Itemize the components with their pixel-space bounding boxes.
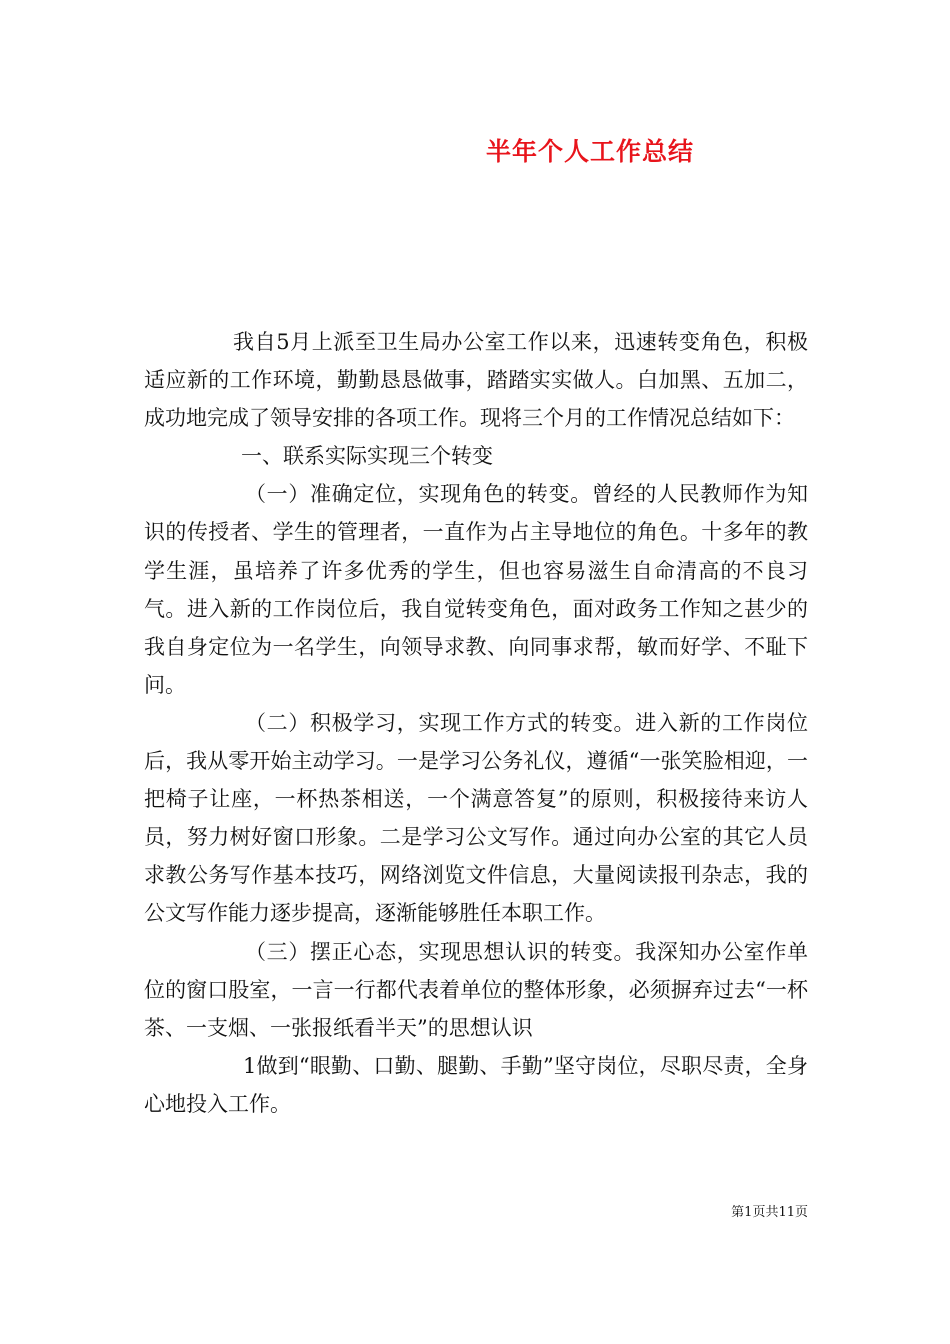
document-title: 半年个人工作总结 xyxy=(485,137,694,166)
numbered-item-1: 1做到“眼勤、口勤、腿勤、手勤”坚守岗位，尽职尽责，全身心地投入工作。 xyxy=(144,1053,808,1116)
section-heading: 一、联系实际实现三个转变 xyxy=(241,444,493,469)
intro-paragraph: 我自5月上派至卫生局办公室工作以来，迅速转变角色，积极适应新的工作环境，勤勤恳恳做事，踏踏实实做人。白加黑、五加二，成功地完成了领导安排的各项工作。现将三个月的工作情况总结如下： xyxy=(144,330,808,431)
page-number: 第1页共11页 xyxy=(731,1205,808,1220)
subsection-paragraph-3: （三）摆正心态，实现思想认识的转变。我深知办公室作单位的窗口股室，一言一行都代表着单位的整体形象，必须摒弃过去“一杯茶、一支烟、一张报纸看半天”的思想认识 xyxy=(144,939,808,1040)
document-body xyxy=(144,323,808,1123)
subsection-paragraph-2: （二）积极学习，实现工作方式的转变。进入新的工作岗位后，我从零开始主动学习。一是学习公务礼仪，遵循“一张笑脸相迎，一把椅子让座，一杯热茶相送，一个满意答复”的原则，积极接待来访人员，努力树好窗口形象。二是学习公文写作。通过向办公室的其它人员求教公务写作基本技巧，网络浏览文件信息，大量阅读报刊杂志，我的公文写作能力逐步提高，逐渐能够胜任本职工作。 xyxy=(144,710,808,926)
subsection-paragraph-1: （一）准确定位，实现角色的转变。曾经的人民教师作为知识的传授者、学生的管理者，一直作为占主导地位的角色。十多年的教学生涯，虽培养了许多优秀的学生，但也容易滋生自命清高的不良习气。进入新的工作岗位后，我自觉转变角色，面对政务工作知之甚少的我自身定位为一名学生，向领导求教、向同事求帮，敏而好学、不耻下问。 xyxy=(144,482,808,697)
